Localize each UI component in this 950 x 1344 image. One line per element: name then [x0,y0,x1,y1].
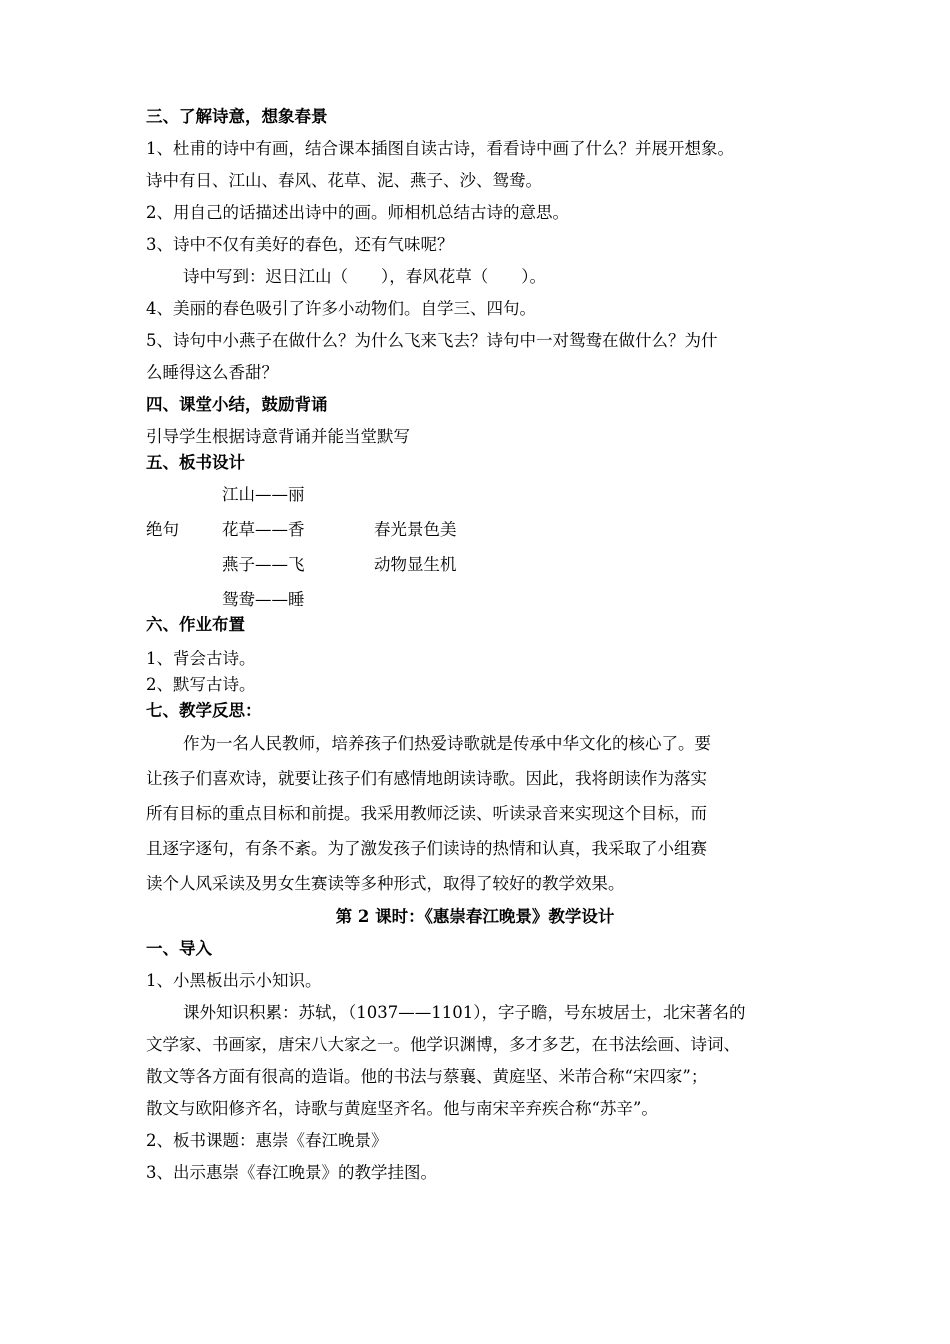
paragraph-line: 散文等各方面有很高的造诣。他的书法与蔡襄、黄庭坚、米芾合称“宋四家”； [146,1067,708,1086]
lesson-2-title: 第 2 课时：《惠崇春江晚景》教学设计 [335,907,615,926]
paragraph-line: 课外知识积累：苏轼，（1037——1101），字子瞻，号东坡居士，北宋著名的 [183,1003,746,1022]
board-item: 花草——香 [222,520,305,539]
paragraph-line: 4、美丽的春色吸引了许多小动物们。自学三、四句。 [146,299,536,318]
section-5-heading: 五、板书设计 [146,453,245,472]
board-item: 鸳鸯——睡 [222,590,305,609]
board-summary: 春光景色美 [374,520,457,539]
paragraph-line: 作为一名人民教师，培养孩子们热爱诗歌就是传承中华文化的核心了。要 [183,734,711,753]
board-item: 江山——丽 [222,485,305,504]
paragraph-line: 5、诗句中小燕子在做什么？为什么飞来飞去？诗句中一对鸳鸯在做什么？为什 [146,331,718,350]
paragraph-line: 且逐字逐句，有条不紊。为了激发孩子们读诗的热情和认真，我采取了小组赛 [146,839,707,858]
paragraph-line: 2、板书课题：惠崇《春江晚景》 [146,1131,388,1150]
paragraph-line: 散文与欧阳修齐名，诗歌与黄庭坚齐名。他与南宋辛弃疾合称“苏辛”。 [146,1099,658,1118]
paragraph-line: 2、用自己的话描述出诗中的画。师相机总结古诗的意思。 [146,203,569,222]
paragraph-line: 1、小黑板出示小知识。 [146,971,322,990]
section-7-heading: 七、教学反思： [146,701,262,720]
board-summary: 动物显生机 [374,555,457,574]
paragraph-line: 2、默写古诗。 [146,675,256,694]
paragraph-line: 1、杜甫的诗中有画，结合课本插图自读古诗，看看诗中画了什么？并展开想象。 [146,139,734,158]
board-title: 绝句 [146,520,179,539]
paragraph-line: 3、出示惠崇《春江晚景》的教学挂图。 [146,1163,437,1182]
paragraph-line: 文学家、书画家，唐宋八大家之一。他学识渊博，多才多艺，在书法绘画、诗词、 [146,1035,740,1054]
paragraph-line: 诗中有日、江山、春风、花草、泥、燕子、沙、鸳鸯。 [146,171,542,190]
board-item: 燕子——飞 [222,555,305,574]
paragraph-line: 读个人风采读及男女生赛读等多种形式，取得了较好的教学效果。 [146,874,625,893]
paragraph-line: 诗中写到：迟日江山（ ），春风花草（ ）。 [183,267,546,286]
paragraph-line: 让孩子们喜欢诗，就要让孩子们有感情地朗读诗歌。因此，我将朗读作为落实 [146,769,707,788]
paragraph-line: 所有目标的重点目标和前提。我采用教师泛读、听读录音来实现这个目标，而 [146,804,707,823]
paragraph-line: 引导学生根据诗意背诵并能当堂默写 [146,427,410,446]
paragraph-line: 么睡得这么香甜？ [146,363,278,382]
paragraph-line: 1、背会古诗。 [146,649,256,668]
section-6-heading: 六、作业布置 [146,615,245,634]
lesson-2-intro-heading: 一、导入 [146,939,212,958]
paragraph-line: 3、诗中不仅有美好的春色，还有气味呢？ [146,235,454,254]
section-3-heading: 三、了解诗意，想象春景 [146,107,328,126]
section-4-heading: 四、课堂小结，鼓励背诵 [146,395,328,414]
